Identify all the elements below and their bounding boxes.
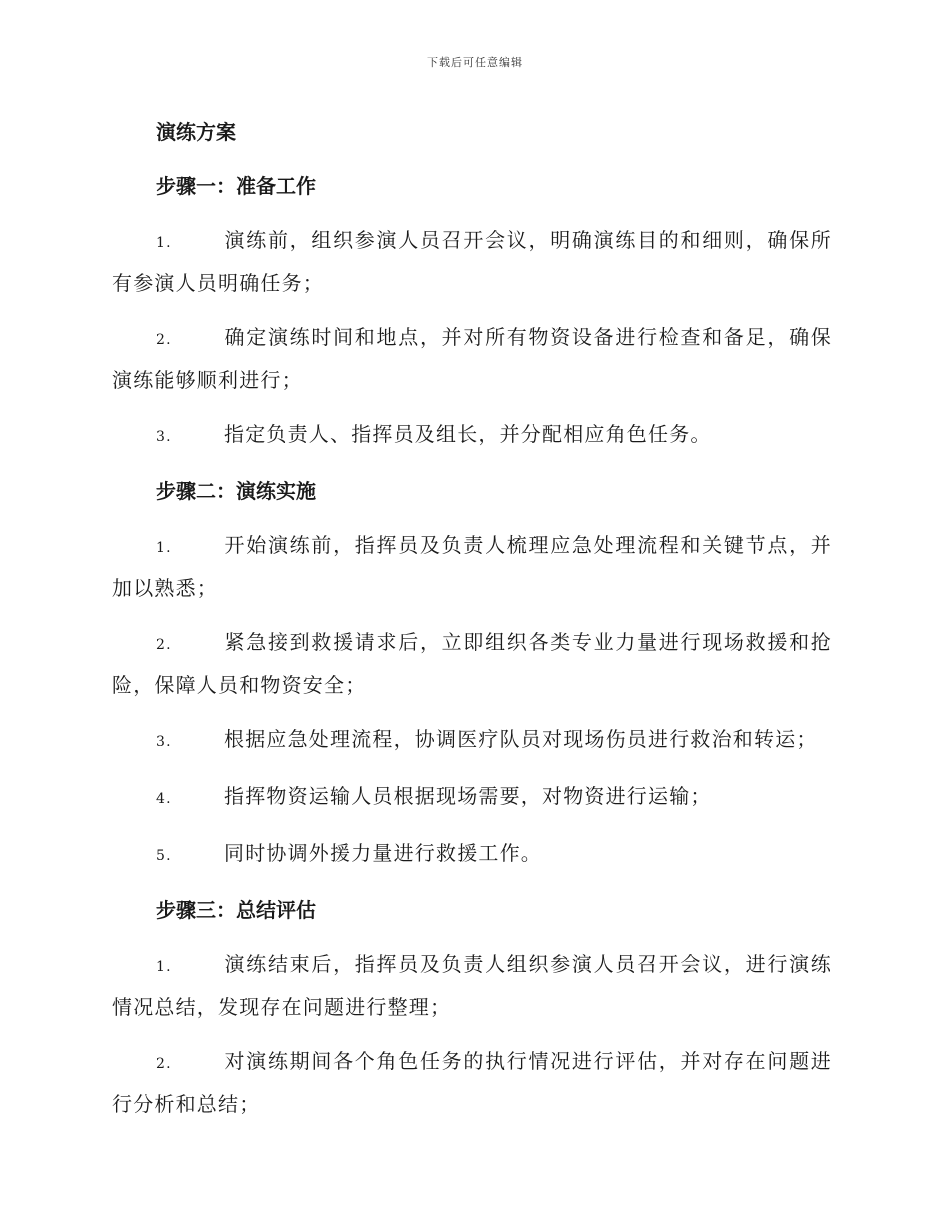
item-text: 同时协调外援力量进行救援工作。	[224, 841, 542, 865]
item-text: 紧急接到救援请求后，立即组织各类专业力量进行现场救援和抢险，保障人员和物资安全；	[112, 630, 832, 697]
list-item	[112, 622, 832, 705]
document-title: 演练方案	[156, 120, 236, 144]
list-item	[112, 944, 832, 1027]
item-number: 5.	[156, 848, 172, 864]
item-text: 根据应急处理流程，协调医疗队员对现场伤员进行救治和转运；	[224, 727, 818, 751]
item-text: 指挥物资运输人员根据现场需要，对物资进行运输；	[224, 784, 712, 808]
item-text: 确定演练时间和地点，并对所有物资设备进行检查和备足，确保演练能够顺利进行；	[112, 325, 832, 392]
section-step-2	[112, 471, 832, 876]
section-step-3	[112, 890, 832, 1124]
section-step-1	[112, 166, 832, 457]
item-number: 2.	[156, 332, 172, 348]
list-item	[112, 317, 832, 400]
section-heading: 步骤一：准备工作	[156, 174, 316, 198]
item-number: 3.	[156, 734, 172, 750]
document-body	[112, 104, 832, 1138]
section-heading: 步骤三：总结评估	[156, 898, 316, 922]
item-text: 演练结束后，指挥员及负责人组织参演人员召开会议，进行演练情况总结，发现存在问题进行整理；	[112, 952, 832, 1019]
item-number: 1.	[156, 235, 172, 251]
item-number: 2.	[156, 1056, 172, 1072]
header-note: 下载后可任意编辑	[427, 56, 523, 69]
section-heading: 步骤二：演练实施	[156, 479, 316, 503]
item-number: 1.	[156, 959, 172, 975]
list-item	[112, 1041, 832, 1124]
list-item	[112, 220, 832, 303]
list-item	[112, 776, 832, 819]
list-item	[112, 833, 832, 876]
item-text: 指定负责人、指挥员及组长，并分配相应角色任务。	[224, 422, 712, 446]
item-number: 1.	[156, 540, 172, 556]
item-number: 2.	[156, 637, 172, 653]
item-text: 对演练期间各个角色任务的执行情况进行评估，并对存在问题进行分析和总结；	[112, 1049, 832, 1116]
list-item	[112, 525, 832, 608]
item-number: 4.	[156, 791, 172, 807]
list-item	[112, 719, 832, 762]
item-text: 演练前，组织参演人员召开会议，明确演练目的和细则，确保所有参演人员明确任务；	[112, 228, 832, 295]
item-text: 开始演练前，指挥员及负责人梳理应急处理流程和关键节点，并加以熟悉；	[112, 533, 832, 600]
list-item	[112, 414, 832, 457]
item-number: 3.	[156, 429, 172, 445]
